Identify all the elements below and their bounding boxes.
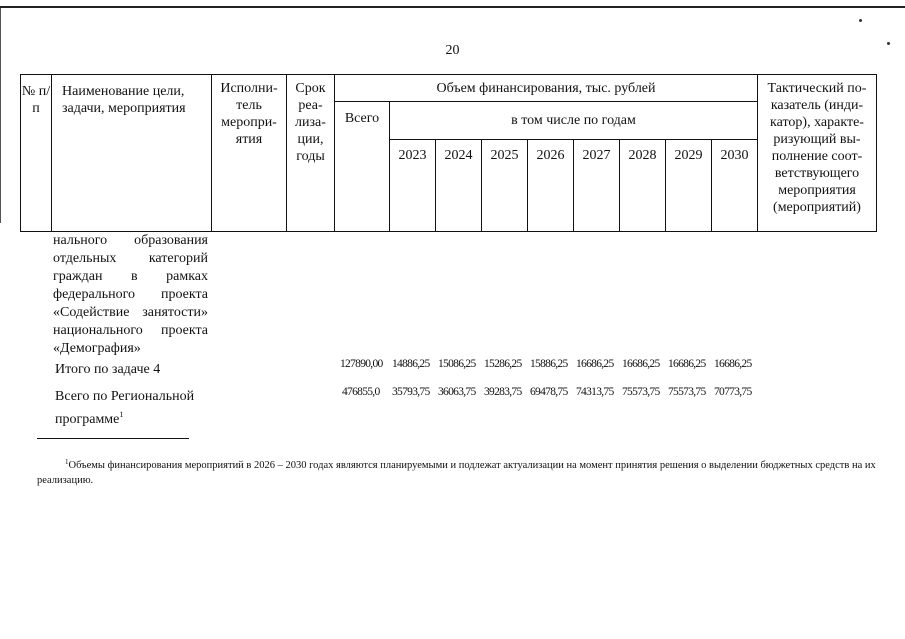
financing-table-header [20, 74, 877, 232]
row-year-value: 35793,75 [392, 386, 430, 398]
col-indicator-header: Тактический по-казатель (инди-катор), характе-ризующий вы-полнение соот-ветствующего мероприятия (мероприятий) [758, 75, 877, 232]
row-year-value: 39283,75 [484, 386, 522, 398]
row-year-value: 14886,25 [392, 358, 430, 370]
year-header: 2025 [482, 140, 528, 232]
year-header: 2027 [574, 140, 620, 232]
footnote-mark: 1 [119, 410, 124, 419]
col-executor-header: Исполни-тель меропри-ятия [212, 75, 287, 232]
row-label-task-total: Итого по задаче 4 [55, 362, 161, 377]
scan-speck [859, 19, 862, 22]
col-term-header: Срок реа-лиза-ции, годы [287, 75, 335, 232]
row-total-value: 127890,00 [340, 358, 383, 370]
year-header: 2029 [666, 140, 712, 232]
col-number-header: № п/п [21, 75, 52, 232]
row-label-program-total [55, 388, 225, 429]
row-year-value: 16686,25 [622, 358, 660, 370]
year-header: 2030 [712, 140, 758, 232]
row-year-value: 16686,25 [668, 358, 706, 370]
footnote-text: Объемы финансирования мероприятий в 2026 – 2030 годах являются планируемыми и подлежат актуализации на момент принятия решения о выделении бюджетных средств на их реализацию. [37, 460, 876, 486]
row-year-value: 36063,75 [438, 386, 476, 398]
row-label-program-total-text: Всего по Региональной программе [55, 389, 195, 427]
year-header: 2028 [620, 140, 666, 232]
row-year-value: 16686,25 [714, 358, 752, 370]
footnote-separator [37, 438, 189, 439]
top-border-line [0, 6, 905, 8]
measure-description: нального образования отдельных категорий граждан в рамках федерального проекта «Содействие занятости» национального проекта «Демография» [53, 233, 208, 356]
year-header: 2023 [390, 140, 436, 232]
footnote-number: 1 [65, 458, 69, 466]
col-total-header: Всего [335, 102, 390, 232]
year-header: 2024 [436, 140, 482, 232]
row-year-value: 15286,25 [484, 358, 522, 370]
page-number: 20 [445, 43, 460, 58]
row-total-value: 476855,0 [342, 386, 380, 398]
col-by-years-header: в том числе по годам [390, 102, 758, 140]
footnote [37, 455, 877, 488]
col-name-header: Наименование цели, задачи, мероприятия [52, 75, 212, 232]
row-year-value: 15886,25 [530, 358, 568, 370]
row-year-value: 69478,75 [530, 386, 568, 398]
year-header: 2026 [528, 140, 574, 232]
row-year-value: 16686,25 [576, 358, 614, 370]
row-year-value: 75573,75 [622, 386, 660, 398]
row-year-value: 70773,75 [714, 386, 752, 398]
left-border-line [0, 8, 1, 223]
row-year-value: 74313,75 [576, 386, 614, 398]
col-funding-header: Объем финансирования, тыс. рублей [335, 75, 758, 102]
row-year-value: 15086,25 [438, 358, 476, 370]
row-year-value: 75573,75 [668, 386, 706, 398]
